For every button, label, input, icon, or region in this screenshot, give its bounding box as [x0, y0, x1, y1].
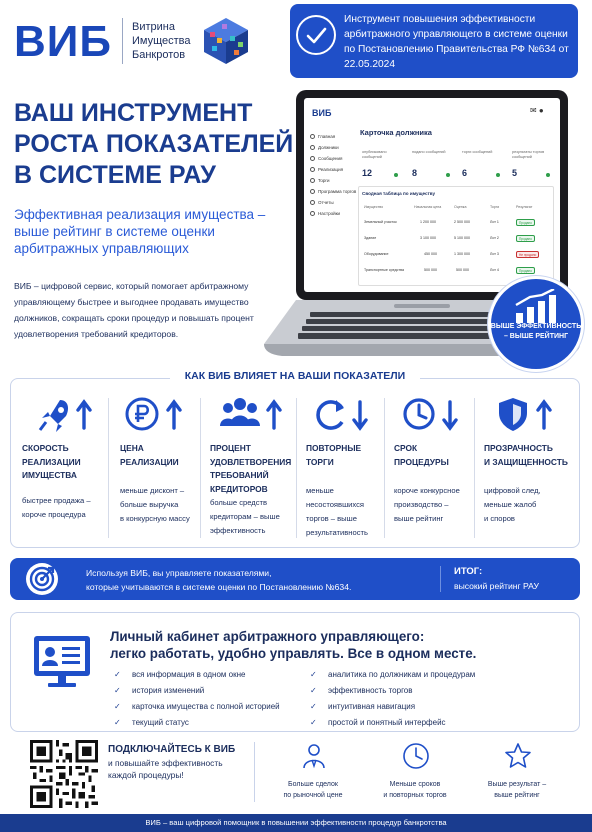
indicator-desc-line: меньше — [306, 486, 334, 495]
check-icon: ✓ — [114, 686, 121, 695]
indicator-desc — [394, 484, 460, 526]
indicator-label-line: ИМУЩЕСТВА — [22, 470, 77, 480]
indicator-desc-line: эффективность — [210, 526, 266, 535]
indicator-desc-line: выше рейтинг — [394, 514, 444, 523]
check-icon: ✓ — [114, 702, 121, 711]
indicator-label-line: ПРОЗРАЧНОСТЬ — [484, 443, 553, 453]
indicator-label-line: КРЕДИТОРОВ — [210, 483, 268, 494]
column-divider — [200, 398, 201, 538]
indicator-desc — [210, 496, 280, 538]
table-header: Начальная цена — [414, 205, 442, 209]
app-nav-label: Сообщения — [318, 156, 343, 161]
target-icon — [26, 563, 58, 595]
indicator-label-line: СКОРОСТЬ — [22, 443, 69, 453]
stat-value: 8 — [412, 168, 418, 178]
indicator-desc-line: цифровой след, — [484, 486, 541, 495]
banner-text-line: которые учитываются в системе оценки по Постановлению №634. — [86, 582, 352, 592]
clock-icon — [402, 742, 430, 770]
cta-text: и повышайте эффективность каждой процедуры! — [108, 758, 223, 780]
indicator-desc-line: короче процедура — [22, 510, 86, 519]
indicator-desc-line: в конкурсную массу — [120, 514, 190, 523]
stat-ok-icon — [546, 173, 550, 177]
table-cell: Оборудование — [364, 252, 389, 256]
indicator-desc-line: меньше жалоб — [484, 500, 537, 509]
stat-ok-icon — [496, 173, 500, 177]
cube-logo-icon — [200, 14, 252, 66]
indicator-label-line: РЕАЛИЗАЦИИ — [120, 456, 179, 467]
benefit-text-line: по рыночной цене — [283, 792, 343, 799]
brand-logo: ВИБ — [14, 17, 113, 66]
indicator-label-line: ТРЕБОВАНИЙ — [210, 470, 269, 480]
app-nav-item[interactable] — [310, 156, 342, 161]
stat-label: результаты торгов сообщений — [512, 150, 545, 159]
table-cell: 450 000 — [424, 252, 437, 256]
banner-text — [86, 566, 406, 594]
table-cell: Лот 3 — [490, 252, 499, 256]
shield-icon — [496, 396, 558, 432]
status-badge: Продано — [516, 219, 535, 226]
banner-result: высокий рейтинг РАУ — [454, 581, 539, 591]
benefit-text-line: Больше сделок — [288, 781, 338, 788]
dashboard-monitor-icon — [32, 634, 92, 690]
indicator-label-line: ПРОЦЕНТ — [210, 443, 251, 453]
indicator-label — [22, 442, 81, 483]
table-cell: 3 100 000 — [420, 236, 436, 240]
table-cell: 500 000 — [424, 268, 437, 272]
feature-text: простой и понятный интерфейс — [328, 718, 446, 727]
stat-value: 6 — [462, 168, 468, 178]
brand-subtitle-line: Имущества — [132, 35, 191, 47]
indicator-label — [120, 442, 179, 469]
column-divider — [296, 398, 297, 538]
notice-text: Инструмент повышения эффективности арбитражного управляющего в системе оценки по Постановлению Правительства РФ №634 от 22.05.2024 — [344, 14, 569, 70]
benefit-text-line: выше рейтинг — [494, 792, 540, 799]
app-nav-label: Отчеты — [318, 200, 334, 205]
status-badge: Продано — [516, 235, 535, 242]
check-icon: ✓ — [310, 702, 317, 711]
feature-item — [310, 686, 413, 695]
indicator-label — [210, 442, 291, 496]
feature-text: история изменений — [132, 686, 205, 695]
status-badge: Продано — [516, 267, 535, 274]
feature-item — [114, 686, 204, 695]
banner-result-title: ИТОГ: — [454, 566, 483, 577]
stat-label: подано сообщений — [412, 150, 446, 154]
indicator-desc-line: производство – — [394, 500, 449, 509]
indicator-label-line: ТОРГИ — [306, 456, 334, 467]
repeat-icon — [312, 396, 374, 432]
column-divider — [384, 398, 385, 538]
logo-divider — [122, 18, 123, 64]
benefit-text-line: Меньше сроков — [389, 781, 441, 788]
ruble-icon — [124, 396, 186, 432]
property-table-title: Сводная таблица по имуществу — [362, 191, 436, 196]
app-nav-label: Настройки — [318, 211, 341, 216]
hero-title: ВАШ ИНСТРУМЕНТ РОСТА ПОКАЗАТЕЛЕЙ В СИСТЕМЕ РАУ — [14, 99, 294, 189]
app-logo: ВИБ — [312, 108, 332, 118]
feature-text: интуитивная навигация — [328, 702, 416, 711]
app-nav-label: Торги — [318, 178, 330, 183]
check-icon: ✓ — [310, 718, 317, 727]
table-header: Оценка — [454, 205, 467, 209]
benefit-text-line: Выше результат – — [487, 781, 547, 788]
indicator-desc-line: быстрее продажа – — [22, 496, 91, 505]
indicator-desc — [484, 484, 541, 526]
benefit-text — [462, 779, 572, 801]
hero-description: ВИБ – цифровой сервис, который помогает арбитражному управляющему быстрее и выгоднее продавать имущество должников, сокращать сроки процедур и повышать процент удовлетворения требований кредиторов. — [14, 281, 254, 339]
footer-text: ВИБ – ваш цифровой помощник в повышении эффективности процедур банкротства — [145, 818, 447, 827]
indicator-desc — [120, 484, 190, 526]
indicator-label-line: И ЗАЩИЩЕННОСТЬ — [484, 456, 568, 467]
indicator-label-line: СРОК — [394, 443, 418, 453]
indicator-label — [306, 442, 361, 469]
app-nav-item[interactable] — [310, 134, 335, 139]
cabinet-title-line: Личный кабинет арбитражного управляющего: — [110, 629, 425, 644]
table-header: Результат — [516, 205, 533, 209]
stat-label: торги сообщений — [462, 150, 493, 154]
debtor-card-title: Карточка должника — [360, 128, 432, 137]
indicator-desc-line: больше средств — [210, 498, 268, 507]
indicator-desc-line: меньше дисконт – — [120, 486, 185, 495]
table-header: Торги — [490, 205, 500, 209]
check-icon: ✓ — [114, 670, 121, 679]
indicator-desc — [22, 494, 91, 522]
indicator-desc-line: короче конкурсное — [394, 486, 460, 495]
table-cell: 1 200 000 — [420, 220, 436, 224]
indicator-desc-line: торгов – выше — [306, 514, 357, 523]
table-cell: Транспортные средства — [364, 268, 404, 272]
cabinet-title-line: легко работать, удобно управлять. Все в одном месте. — [110, 646, 477, 661]
growth-badge-text: ВЫШЕ ЭФФЕКТИВНОСТЬ – ВЫШЕ РЕЙТИНГ — [490, 323, 582, 340]
hero-subtitle: Эффективная реализация имущества – выше рейтинг в системе оценки арбитражных управляющих — [14, 207, 266, 256]
star-icon — [504, 742, 532, 770]
cta-divider — [254, 742, 255, 802]
table-cell: Лот 2 — [490, 236, 499, 240]
table-cell: 2 500 000 — [454, 220, 470, 224]
column-divider — [474, 398, 475, 538]
indicator-label — [394, 442, 449, 469]
clock-icon — [402, 396, 464, 432]
feature-item — [310, 702, 415, 711]
indicator-label-line: УДОВЛЕТВОРЕНИЯ — [210, 456, 292, 467]
growth-chart-icon — [512, 289, 560, 325]
check-icon: ✓ — [310, 686, 317, 695]
banner-divider — [440, 566, 441, 592]
person-icon — [300, 742, 328, 770]
feature-item — [310, 670, 475, 679]
cabinet-title — [110, 628, 570, 662]
feature-item — [114, 670, 245, 679]
app-nav-item[interactable] — [310, 189, 356, 194]
app-nav-label: Главная — [318, 134, 336, 139]
feature-text: текущий статус — [132, 718, 189, 727]
table-cell: Здание — [364, 236, 377, 240]
feature-text: вся информация в одном окне — [132, 670, 246, 679]
table-cell: Земельный участок — [364, 220, 397, 224]
indicator-desc-line: и споров — [484, 514, 515, 523]
feature-text: карточка имущества с полной историей — [132, 702, 280, 711]
feature-item — [114, 718, 189, 727]
app-nav-label: Программа торгов — [318, 189, 357, 194]
indicator-label-line: ЦЕНА — [120, 443, 144, 453]
app-nav-label: Реализация — [318, 167, 344, 172]
app-nav-item[interactable] — [310, 200, 334, 205]
brand-subtitle-line: Банкротов — [132, 49, 186, 61]
status-badge: Не продано — [516, 251, 539, 258]
indicator-desc — [306, 484, 368, 540]
table-cell: Лот 4 — [490, 268, 499, 272]
check-circle-icon — [296, 15, 336, 55]
column-divider — [108, 398, 109, 538]
table-cell: 1 300 000 — [454, 252, 470, 256]
feature-text: аналитика по должникам и процедурам — [328, 670, 476, 679]
check-icon: ✓ — [310, 670, 317, 679]
indicator-label — [484, 442, 568, 469]
cta-title: ПОДКЛЮЧАЙТЕСЬ К ВИБ — [108, 744, 236, 755]
stat-ok-icon — [446, 173, 450, 177]
indicator-desc-line: кредиторам – выше — [210, 512, 280, 521]
benefit-text — [360, 779, 470, 801]
app-nav-item[interactable] — [310, 145, 339, 150]
benefit-text — [258, 779, 368, 801]
stat-value: 5 — [512, 168, 518, 178]
indicator-label-line: ПОВТОРНЫЕ — [306, 443, 362, 453]
table-cell: 5 100 000 — [454, 236, 470, 240]
app-nav-item[interactable] — [310, 167, 343, 172]
app-nav-item[interactable] — [310, 178, 330, 183]
banner-text-line: Используя ВИБ, вы управляете показателями, — [86, 568, 272, 578]
stat-value: 12 — [362, 168, 373, 178]
indicator-desc-line: несостоявшихся — [306, 500, 365, 509]
feature-text: эффективность торгов — [328, 686, 413, 695]
app-nav-label: Должники — [318, 145, 339, 150]
stat-ok-icon — [394, 173, 398, 177]
indicator-label-line: ПРОЦЕДУРЫ — [394, 456, 449, 467]
qr-code[interactable] — [28, 740, 100, 808]
indicator-desc-line: больше выручка — [120, 500, 179, 509]
brand-subtitle — [132, 20, 191, 62]
app-header-icons: ✉ ● — [530, 106, 544, 115]
rocket-icon — [36, 396, 96, 432]
table-header: Имущество — [364, 205, 384, 209]
app-nav-item[interactable] — [310, 211, 340, 216]
indicator-label-line: РЕАЛИЗАЦИИ — [22, 456, 81, 467]
check-icon: ✓ — [114, 718, 121, 727]
brand-subtitle-line: Витрина — [132, 21, 175, 33]
indicator-desc-line: результативность — [306, 528, 368, 537]
benefit-text-line: и повторных торгов — [383, 792, 447, 799]
users-icon — [218, 396, 286, 432]
table-cell: 500 000 — [456, 268, 469, 272]
stat-label: опубликовано сообщений — [362, 150, 387, 159]
table-cell: Лот 1 — [490, 220, 499, 224]
feature-item — [114, 702, 280, 711]
indicators-title: КАК ВИБ ВЛИЯЕТ НА ВАШИ ПОКАЗАТЕЛИ — [184, 370, 406, 382]
feature-item — [310, 718, 446, 727]
